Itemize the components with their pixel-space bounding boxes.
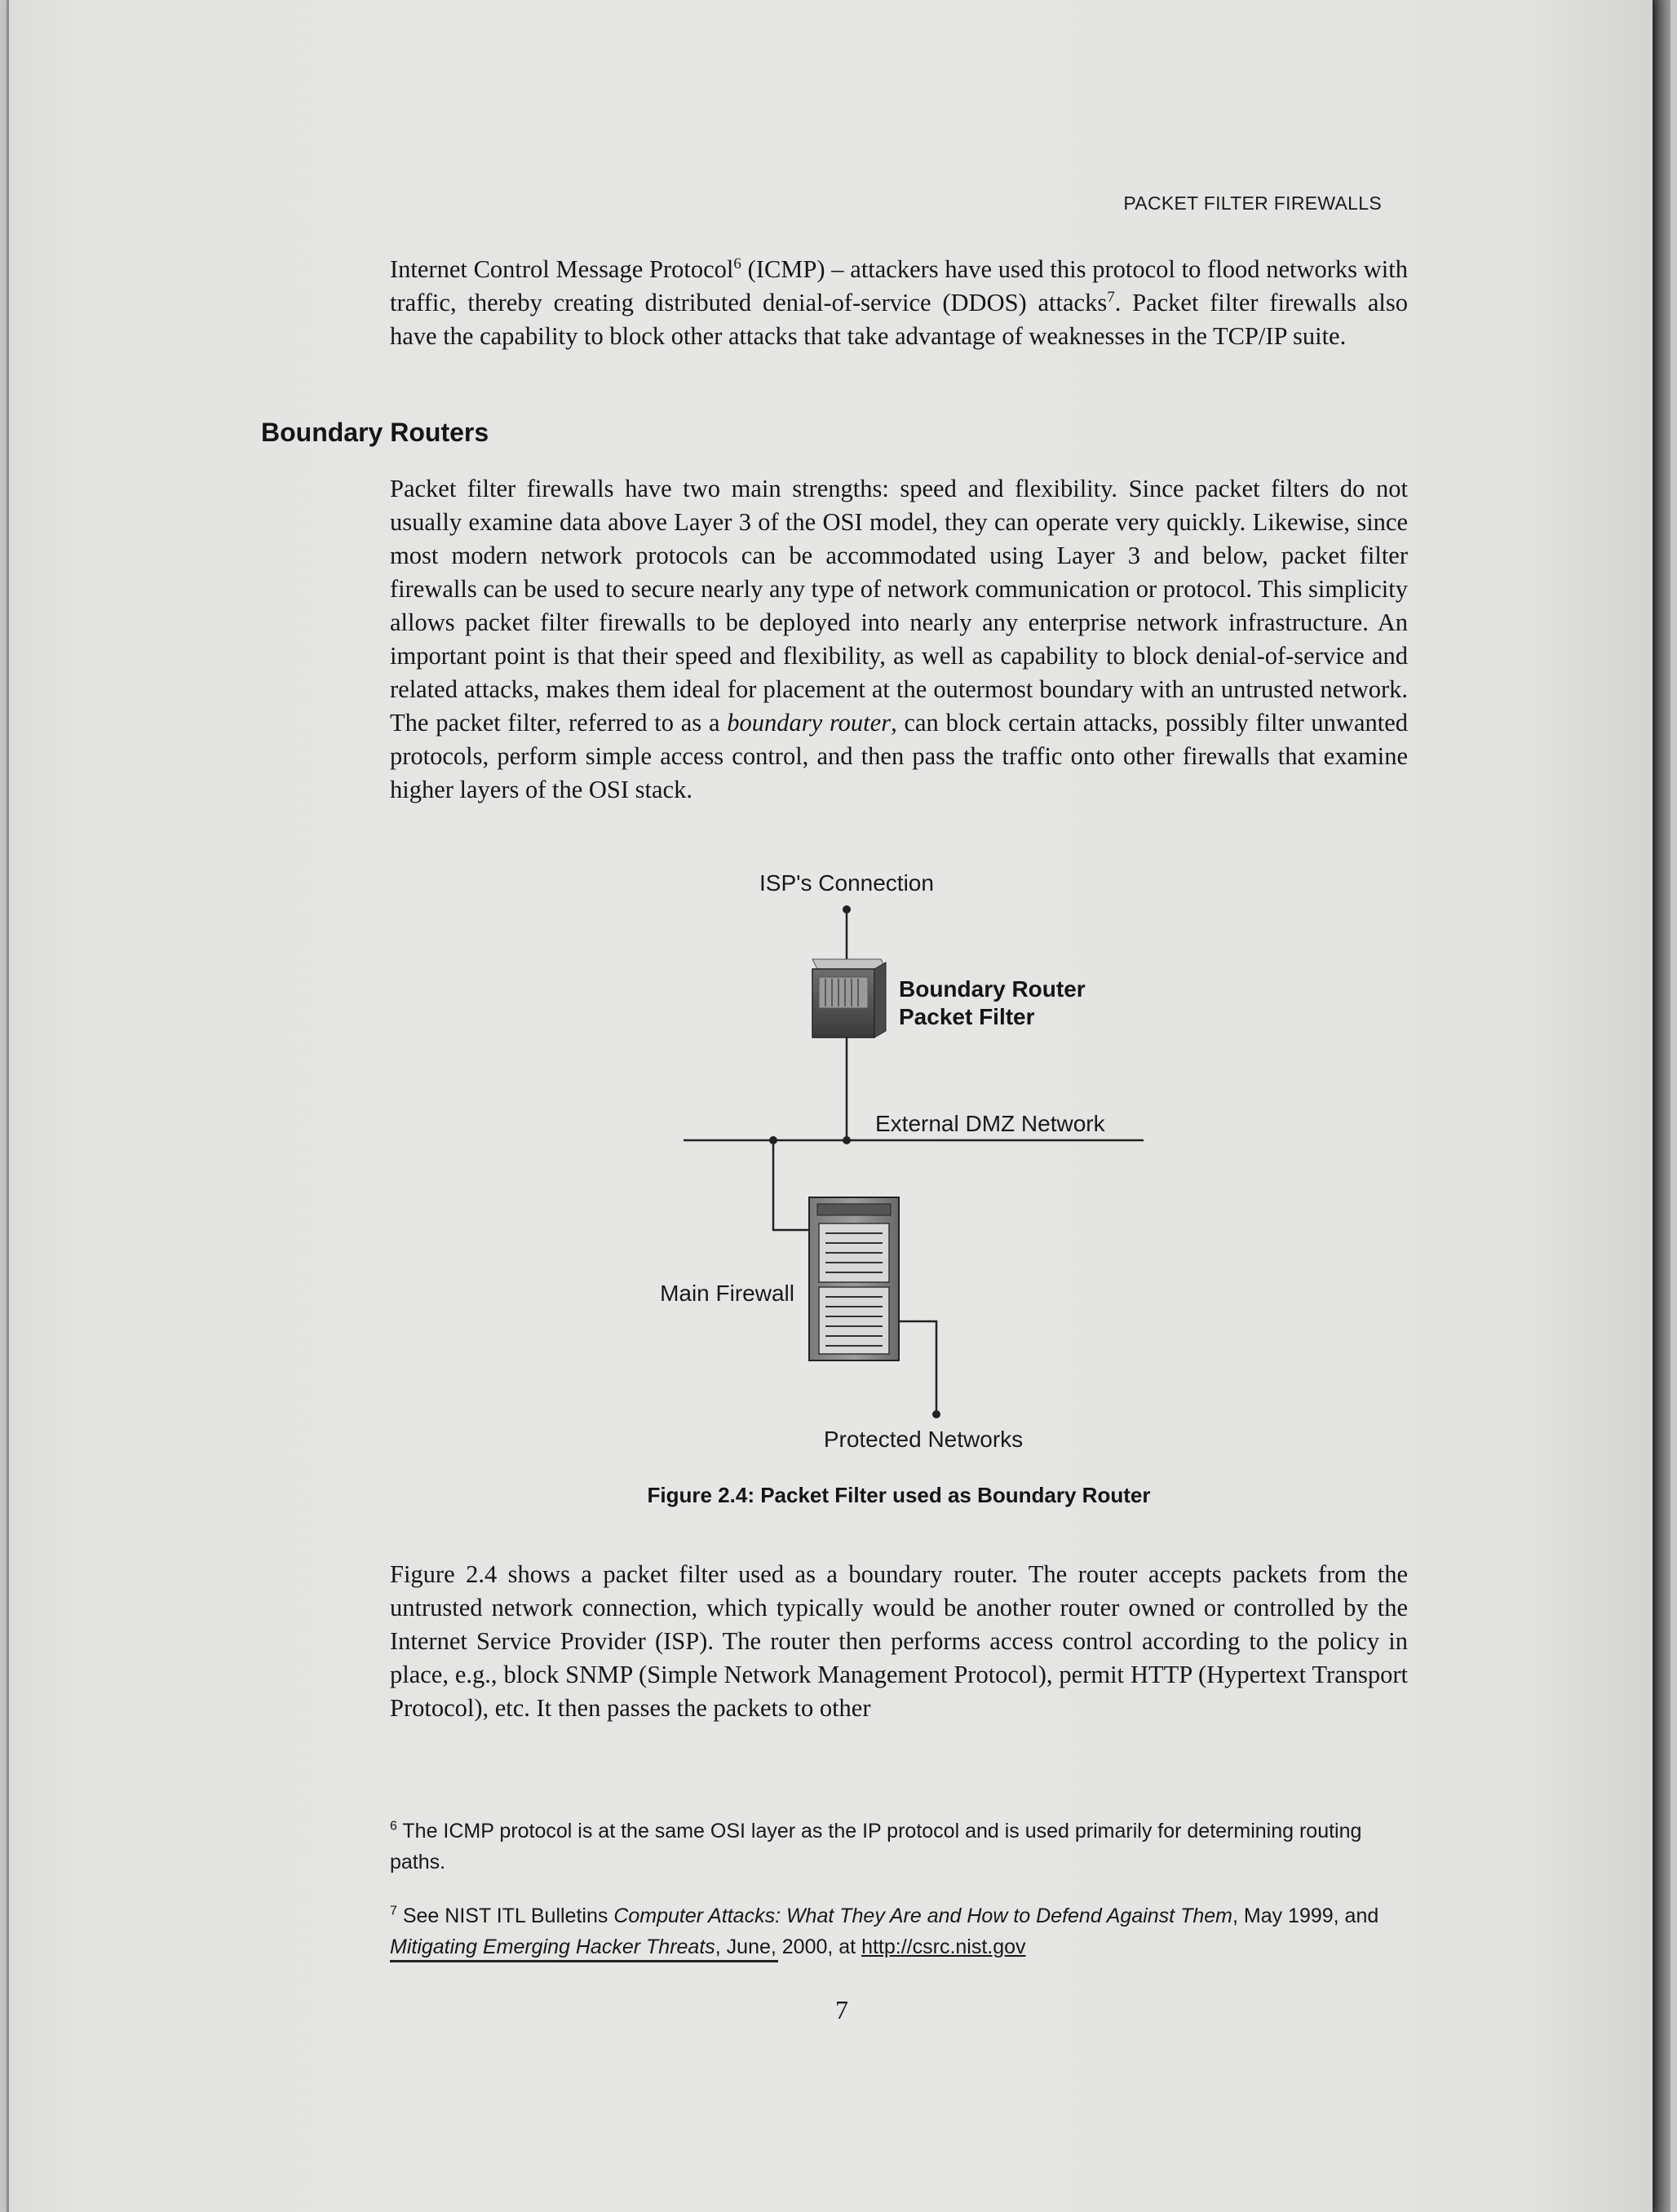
footnote-ref-6[interactable]: 6 — [733, 254, 741, 272]
network-diagram — [660, 870, 1165, 1458]
intro-text-1: Internet Control Message Protocol — [390, 255, 734, 283]
body-paragraph — [390, 472, 1408, 807]
footnote-7-text-after: , June, 2000, at — [715, 1936, 862, 1958]
page-edge-shadow — [1653, 0, 1670, 2212]
intro-paragraph — [390, 253, 1408, 353]
footnote-6 — [390, 1816, 1408, 1878]
intro-text-2: (ICMP) – attackers have used this protocol to flood networks with traffic, thereby creating distributed denial-of-service (DDOS) attacks — [390, 255, 1409, 316]
footnote-7-title-2: Mitigating Emerging Hacker Threats — [390, 1936, 715, 1958]
figure-paragraph: Figure 2.4 shows a packet filter used as a boundary router. The router accepts packets from the untrusted network connection, which typically would be another router owned or controlled by the Internet Service Provider (ISP). The router then performs access control according to the policy in place, e.g., block SNMP (Simple Network Management Protocol), permit HTTP (Hypertext Transport Protocol), etc. It then passes the packets to other — [390, 1560, 1408, 1722]
protected-networks-label: Protected Networks — [823, 1427, 1024, 1452]
body-text-before: Packet filter firewalls have two main strengths: speed and flexibility. Since packet filters do not usually examine data above Layer 3 of the OSI model, they can operate very quickly. Likewise, since most modern network protocols can be accommodated using Layer 3 and below, packet filter firewalls can be used to secure nearly any type of network communication or protocol. This simplicity allows packet filter firewalls to be deployed into nearly any enterprise network infrastructure. An important point is that their speed and flexibility, as well as capability to block denial-of-service and related attacks, makes them ideal for placement at the outermost boundary with an untrusted network. The packet filter, referred to as a — [390, 475, 1408, 737]
router-label-line1: Boundary Router — [899, 976, 1086, 1002]
footnote-7 — [390, 1900, 1408, 1962]
running-head: PACKET FILTER FIREWALLS — [1123, 192, 1382, 214]
firewall-icon — [809, 1197, 899, 1360]
isp-connection-label: ISP's Connection — [759, 870, 934, 896]
footnote-ref-7[interactable]: 7 — [1107, 288, 1115, 306]
footnote-6-number: 6 — [390, 1819, 397, 1834]
footnote-7-title-1: Computer Attacks: What They Are and How to Defend Against Them — [613, 1905, 1232, 1927]
body-emphasis: boundary router — [727, 709, 892, 737]
dmz-firewall-link — [773, 1140, 809, 1230]
router-label-line2: Packet Filter — [899, 1004, 1035, 1029]
dmz-router-node — [843, 1136, 851, 1144]
router-icon — [812, 959, 886, 1037]
body-text-after: , can block certain attacks, possibly filter unwanted protocols, perform simple access control, and then pass the traffic onto other firewalls that examine higher layers of the OSI stack. — [390, 709, 1409, 803]
document-page — [7, 0, 1653, 2212]
nist-link[interactable]: http://csrc.nist.gov — [861, 1936, 1026, 1958]
intro-text-3: . Packet filter firewalls also have the capability to block other attacks that take advantage of weaknesses in the TCP/IP suite. — [390, 289, 1408, 350]
page-number: 7 — [835, 1995, 848, 2024]
footnote-6-text: The ICMP protocol is at the same OSI layer as the IP protocol and is used primarily for determining routing paths. — [390, 1820, 1362, 1874]
protected-networks-node — [932, 1410, 940, 1418]
figure-caption: Figure 2.4: Packet Filter used as Boundary Router — [647, 1483, 1151, 1507]
firewall-protected-link — [899, 1321, 936, 1414]
section-heading: Boundary Routers — [261, 418, 489, 447]
footnote-7-number: 7 — [390, 1904, 397, 1918]
footnote-7-text-before: See NIST ITL Bulletins — [396, 1905, 614, 1927]
footnote-7-text-middle: , May 1999, and — [1232, 1905, 1379, 1927]
dmz-network-label: External DMZ Network — [875, 1111, 1105, 1136]
main-firewall-label: Main Firewall — [660, 1281, 794, 1306]
